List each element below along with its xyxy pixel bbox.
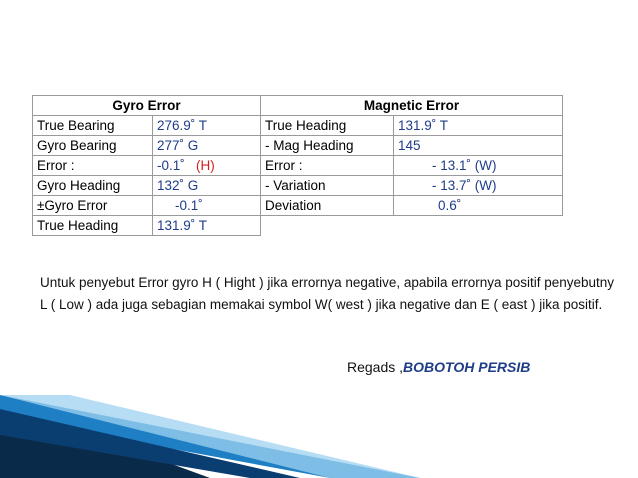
table-row (33, 176, 563, 196)
regards-prefix: Regads , (347, 359, 404, 375)
gyro-label: ±Gyro Error (33, 196, 153, 216)
regards-signature (347, 359, 530, 375)
mag-label: Error : (261, 156, 394, 176)
mag-label: Deviation (261, 196, 394, 216)
mag-value: 0.6˚ (394, 196, 563, 216)
gyro-label: Error : (33, 156, 153, 176)
gyro-value: 131.9˚ T (153, 216, 261, 236)
mag-label: True Heading (261, 116, 394, 136)
gyro-value (153, 156, 261, 176)
gyro-error-tag: (H) (196, 158, 215, 173)
gyro-label: Gyro Heading (33, 176, 153, 196)
table-header-row (33, 96, 563, 116)
gyro-value: 277˚ G (153, 136, 261, 156)
mag-value: 145 (394, 136, 563, 156)
explanation-text: Untuk penyebut Error gyro H ( Hight ) jika errornya negative, apabila errornya positif penyebutny L ( Low ) ada juga sebagian memakai symbol W( west ) jika negative dan E ( east ) jika positif. (40, 275, 615, 312)
table-row (33, 216, 563, 236)
table-row (33, 136, 563, 156)
decorative-swoosh (0, 395, 638, 478)
mag-value: - 13.7˚ (W) (394, 176, 563, 196)
gyro-value: 132˚ G (153, 176, 261, 196)
mag-value: 131.9˚ T (394, 116, 563, 136)
mag-label: - Variation (261, 176, 394, 196)
magnetic-error-header: Magnetic Error (261, 96, 563, 116)
table-row (33, 196, 563, 216)
mag-label: - Mag Heading (261, 136, 394, 156)
gyro-label: True Heading (33, 216, 153, 236)
gyro-value: -0.1˚ (153, 196, 261, 216)
gyro-error-header: Gyro Error (33, 96, 261, 116)
error-table (32, 95, 563, 236)
signature-name: BOBOTOH PERSIB (403, 359, 531, 375)
gyro-error-value: -0.1˚ (157, 158, 185, 173)
table-row (33, 156, 563, 176)
mag-value: - 13.1˚ (W) (394, 156, 563, 176)
gyro-label: True Bearing (33, 116, 153, 136)
table-row (33, 116, 563, 136)
gyro-value: 276.9˚ T (153, 116, 261, 136)
empty-cell (261, 216, 563, 236)
gyro-label: Gyro Bearing (33, 136, 153, 156)
